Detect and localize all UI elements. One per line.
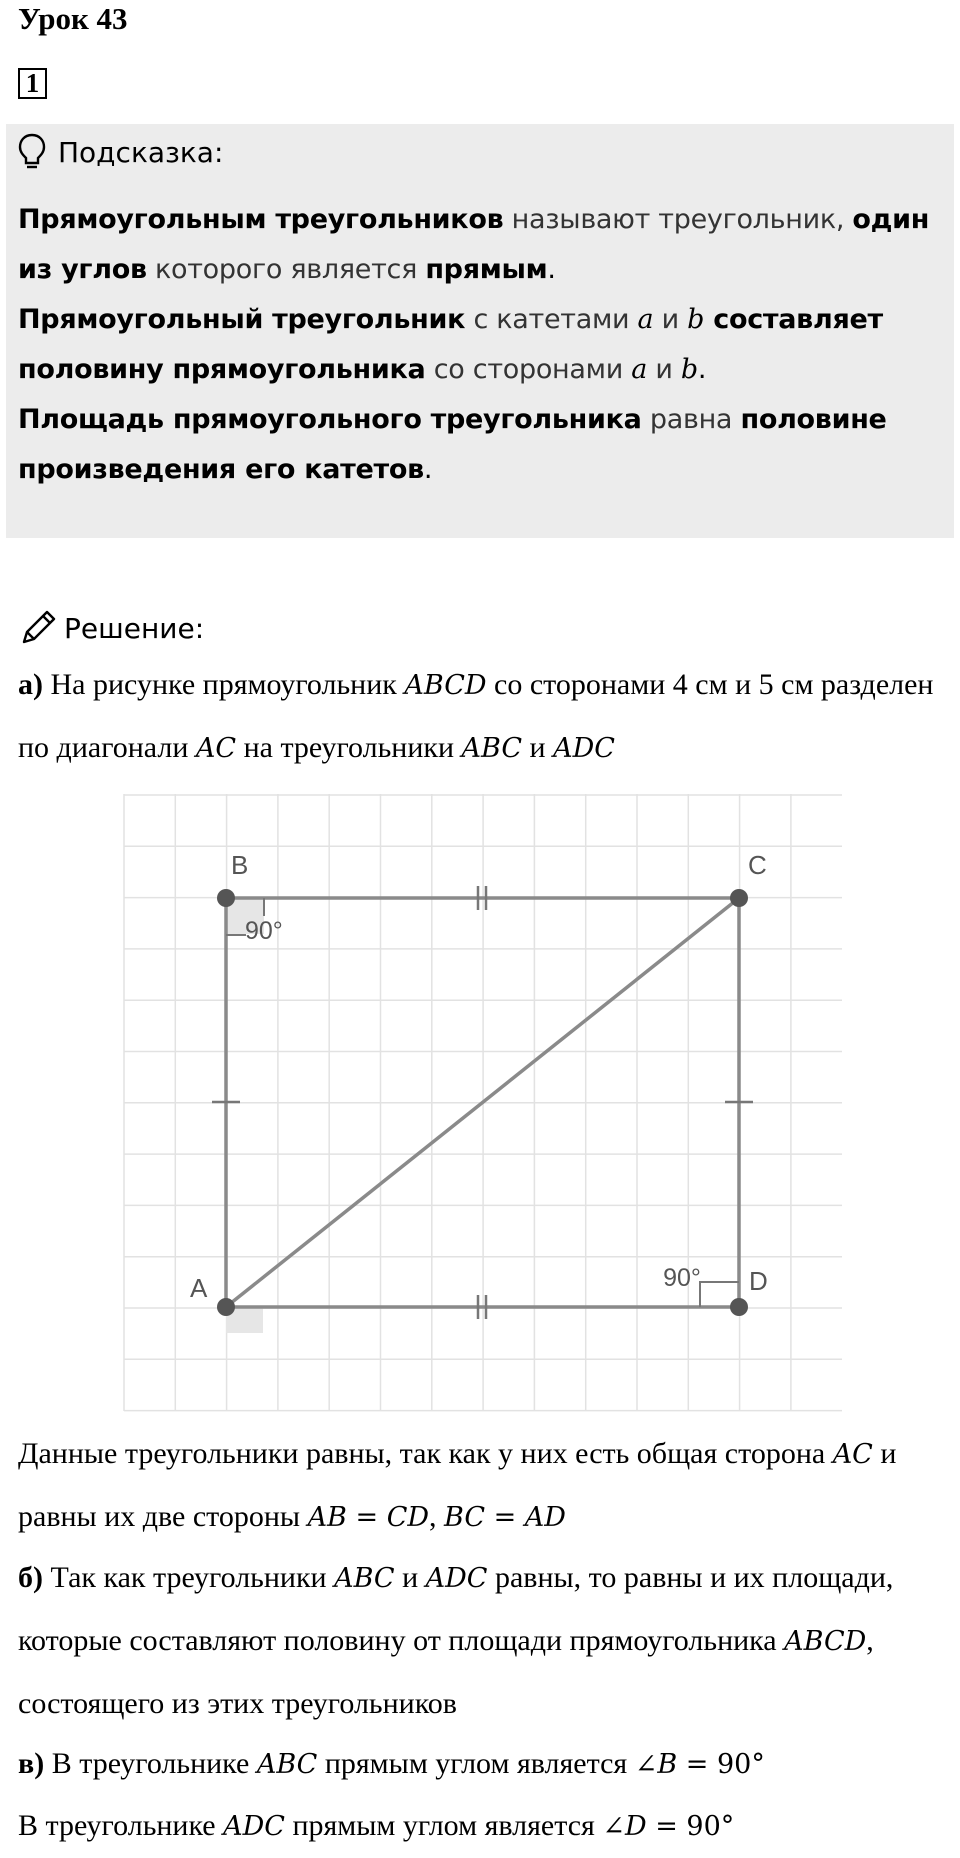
hint-line-half-rectangle — [18, 295, 948, 395]
solution-text: В треугольнике — [18, 1809, 224, 1842]
part-label: б) — [18, 1561, 43, 1594]
math-expr: ABC — [461, 733, 523, 764]
math-expr: ∠D — [602, 1811, 647, 1842]
hint-text: с катетами — [465, 304, 638, 335]
math-expr: ADC — [425, 1563, 488, 1594]
solution-text: , — [429, 1500, 444, 1533]
hint-term: Площадь прямоугольного треугольника — [18, 404, 642, 435]
lesson-title: Урок 43 — [18, 1, 128, 36]
solution-text: и равны их две стороны — [18, 1437, 897, 1533]
math-expr: BC = AD — [444, 1502, 566, 1533]
math-expr: ADC — [223, 1811, 285, 1842]
label-c: C — [748, 850, 767, 880]
solution-part-b — [18, 1547, 948, 1735]
label-b: B — [231, 850, 249, 880]
math-expr: ABCD — [784, 1626, 867, 1657]
rectangle-figure — [0, 780, 960, 1420]
hint-body — [18, 195, 948, 495]
hint-line-area — [18, 395, 948, 495]
hint-header-label: Подсказка: — [58, 135, 224, 169]
math-expr: ADC — [553, 733, 615, 764]
solution-text: равны, то равны и их площади, которые составляют половину от площади прямоугольника — [18, 1561, 894, 1657]
hint-text: . — [697, 354, 707, 385]
hint-text: называют треугольник, — [503, 204, 853, 235]
math-expr: = 90° — [677, 1749, 765, 1780]
math-expr: = 90° — [646, 1811, 735, 1842]
solution-text: на треугольники — [236, 731, 462, 764]
math-var: a — [631, 354, 648, 385]
hint-term: половине произведения его катетов — [18, 404, 887, 485]
solution-text: В треугольнике — [44, 1747, 257, 1780]
hint-text: и — [653, 304, 688, 335]
point-b — [217, 889, 235, 907]
task-number: 1 — [18, 68, 47, 99]
hint-text: . — [423, 454, 433, 485]
math-expr: ABC — [334, 1563, 395, 1594]
hint-text: со сторонами — [425, 354, 632, 385]
solution-text: , состоящего из этих треугольников — [18, 1624, 874, 1720]
math-expr: ABCD — [404, 670, 487, 701]
point-c — [730, 889, 748, 907]
math-expr: ABC — [256, 1749, 318, 1780]
hint-text: и — [647, 354, 681, 385]
point-d — [730, 1298, 748, 1316]
hint-text: . — [547, 254, 556, 285]
solution-text: со сторонами 4 см и 5 см разделен по диагонали — [18, 668, 934, 764]
part-label: а) — [18, 668, 43, 701]
pencil-icon — [18, 608, 58, 648]
hint-text: равна — [641, 404, 741, 435]
hint-term: один из углов — [18, 204, 930, 285]
solution-text: и — [394, 1561, 426, 1594]
solution-part-a — [18, 654, 948, 780]
solution-text: и — [522, 731, 554, 764]
math-var: b — [680, 354, 698, 385]
math-expr: AC — [832, 1439, 873, 1470]
lightbulb-icon — [18, 133, 46, 171]
solution-text: На рисунке прямоугольник — [43, 668, 405, 701]
hint-term: прямым — [425, 254, 548, 285]
solution-header — [18, 606, 204, 650]
hint-term: Прямоугольный треугольник — [18, 304, 466, 335]
hint-term: составляет половину прямоугольника — [18, 304, 883, 385]
math-var: a — [637, 304, 654, 335]
math-expr: ∠B — [634, 1749, 678, 1780]
hint-term: Прямоугольным треугольников — [18, 204, 504, 235]
math-var: b — [687, 304, 705, 335]
solution-text: прямым углом является — [284, 1809, 603, 1842]
label-a: A — [190, 1273, 208, 1303]
angle-label-b: 90° — [245, 917, 283, 945]
rectangle-shape — [190, 850, 768, 1333]
part-label: в) — [18, 1747, 45, 1780]
math-expr: AB = CD — [307, 1502, 429, 1533]
point-a — [217, 1298, 235, 1316]
solution-text: Так как треугольники — [43, 1561, 335, 1594]
solution-text: прямым углом является — [317, 1747, 635, 1780]
solution-text: Данные треугольники равны, так как у них есть общая сторона — [18, 1437, 833, 1470]
solution-part-c — [18, 1733, 948, 1796]
hint-header — [18, 132, 223, 172]
hint-text: которого является — [146, 254, 426, 285]
solution-header-label: Решение: — [64, 611, 205, 645]
solution-part-a-conclusion — [18, 1423, 948, 1549]
label-d: D — [749, 1266, 768, 1296]
angle-label-d: 90° — [663, 1264, 701, 1292]
math-expr: AC — [195, 733, 237, 764]
hint-line-definition — [18, 195, 948, 295]
solution-part-c-second — [18, 1795, 948, 1858]
